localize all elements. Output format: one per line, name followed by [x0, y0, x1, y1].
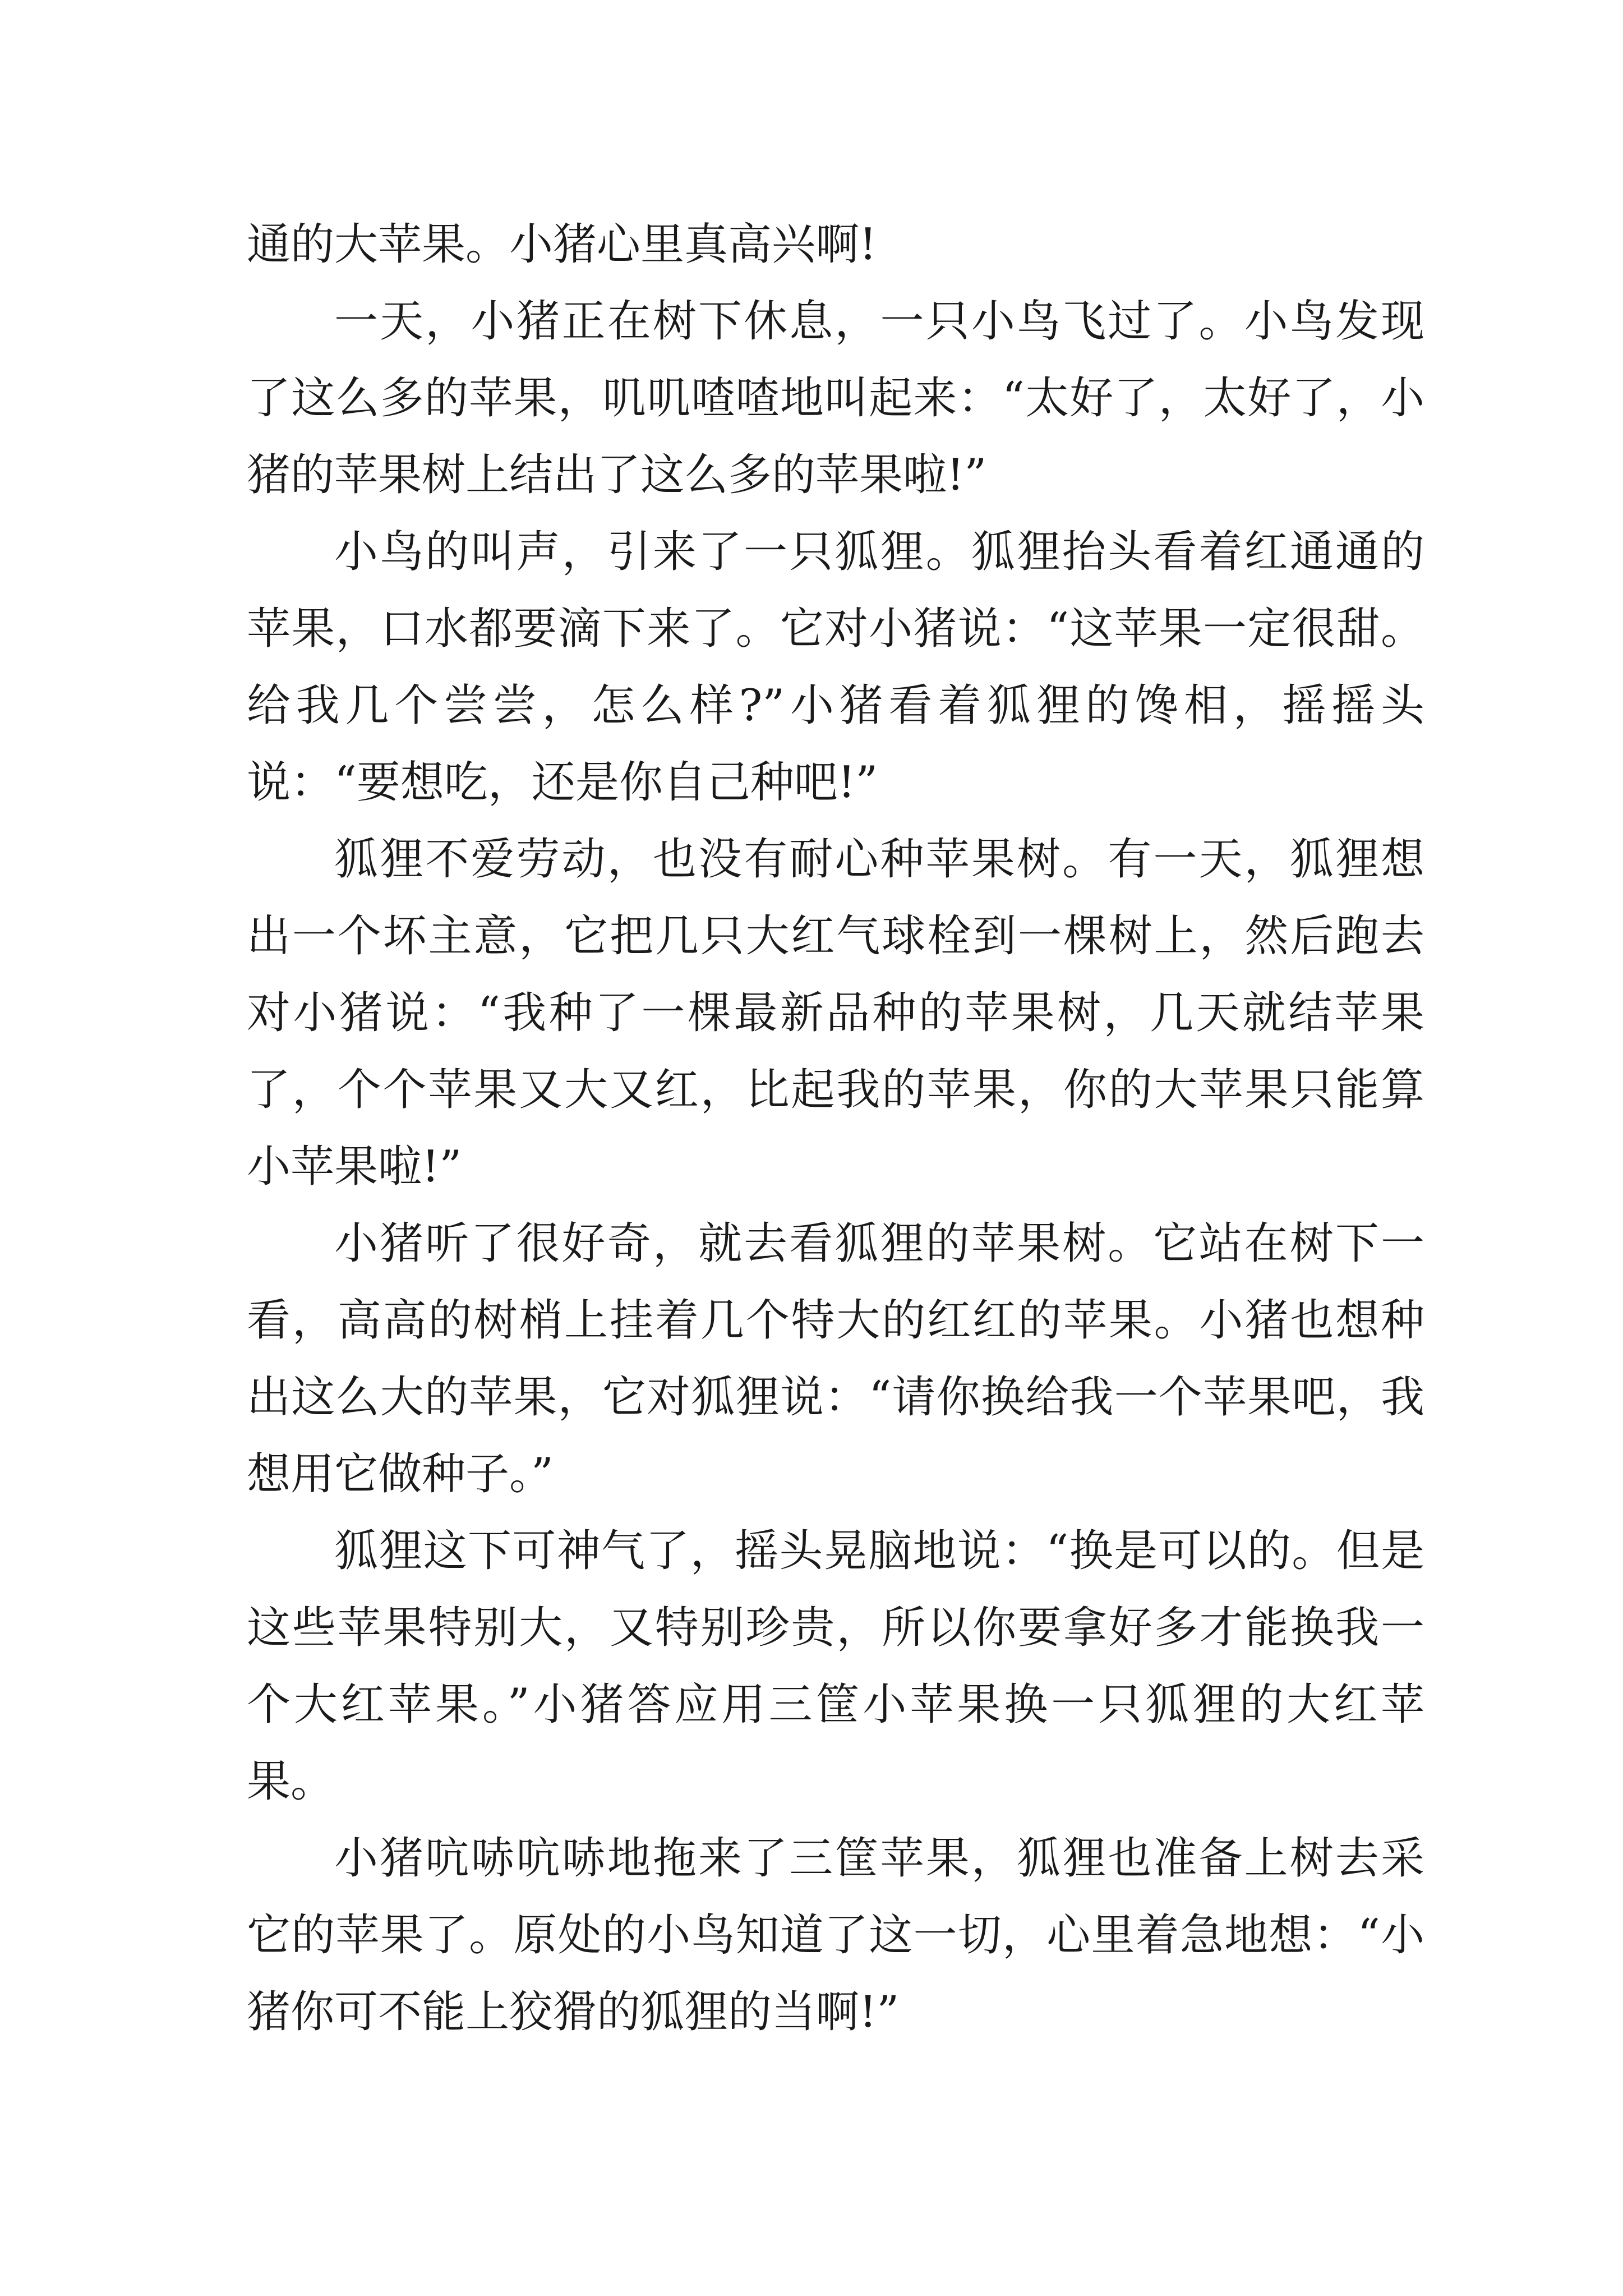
paragraph: 小鸟的叫声，引来了一只狐狸。狐狸抬头看着红通通的苹果，口水都要滴下来了。它对小猪说：“这苹果一定很甜。给我几个尝尝，怎么样?”小猪看着狐狸的馋相，摇摇头说：“要想吃，还是你自己种吧!” [247, 527, 1424, 808]
paragraph: 小猪吭哧吭哧地拖来了三筐苹果，狐狸也准备上树去采它的苹果了。原处的小鸟知道了这一切，心里着急地想：“小猪你可不能上狡猾的狐狸的当啊!” [247, 1833, 1424, 2037]
paragraph: 狐狸不爱劳动，也没有耐心种苹果树。有一天，狐狸想出一个坏主意，它把几只大红气球栓到一棵树上，然后跑去对小猪说：“我种了一棵最新品种的苹果树，几天就结苹果了，个个苹果又大又红，比起我的苹果，你的大苹果只能算小苹果啦!” [247, 834, 1424, 1192]
paragraph: 小猪听了很好奇，就去看狐狸的苹果树。它站在树下一看，高高的树梢上挂着几个特大的红红的苹果。小猪也想种出这么大的苹果，它对狐狸说：“请你换给我一个苹果吧，我想用它做种子。” [247, 1218, 1424, 1499]
paragraph: 狐狸这下可神气了，摇头晃脑地说：“换是可以的。但是这些苹果特别大，又特别珍贵，所以你要拿好多才能换我一个大红苹果。”小猪答应用三筐小苹果换一只狐狸的大红苹果。 [247, 1526, 1424, 1807]
paragraph: 一天，小猪正在树下休息，一只小鸟飞过了。小鸟发现了这么多的苹果，叽叽喳喳地叫起来：“太好了，太好了，小猪的苹果树上结出了这么多的苹果啦!” [247, 296, 1424, 500]
story-text [247, 206, 1424, 2051]
paragraph: 通的大苹果。小猪心里真高兴啊! [247, 219, 877, 270]
